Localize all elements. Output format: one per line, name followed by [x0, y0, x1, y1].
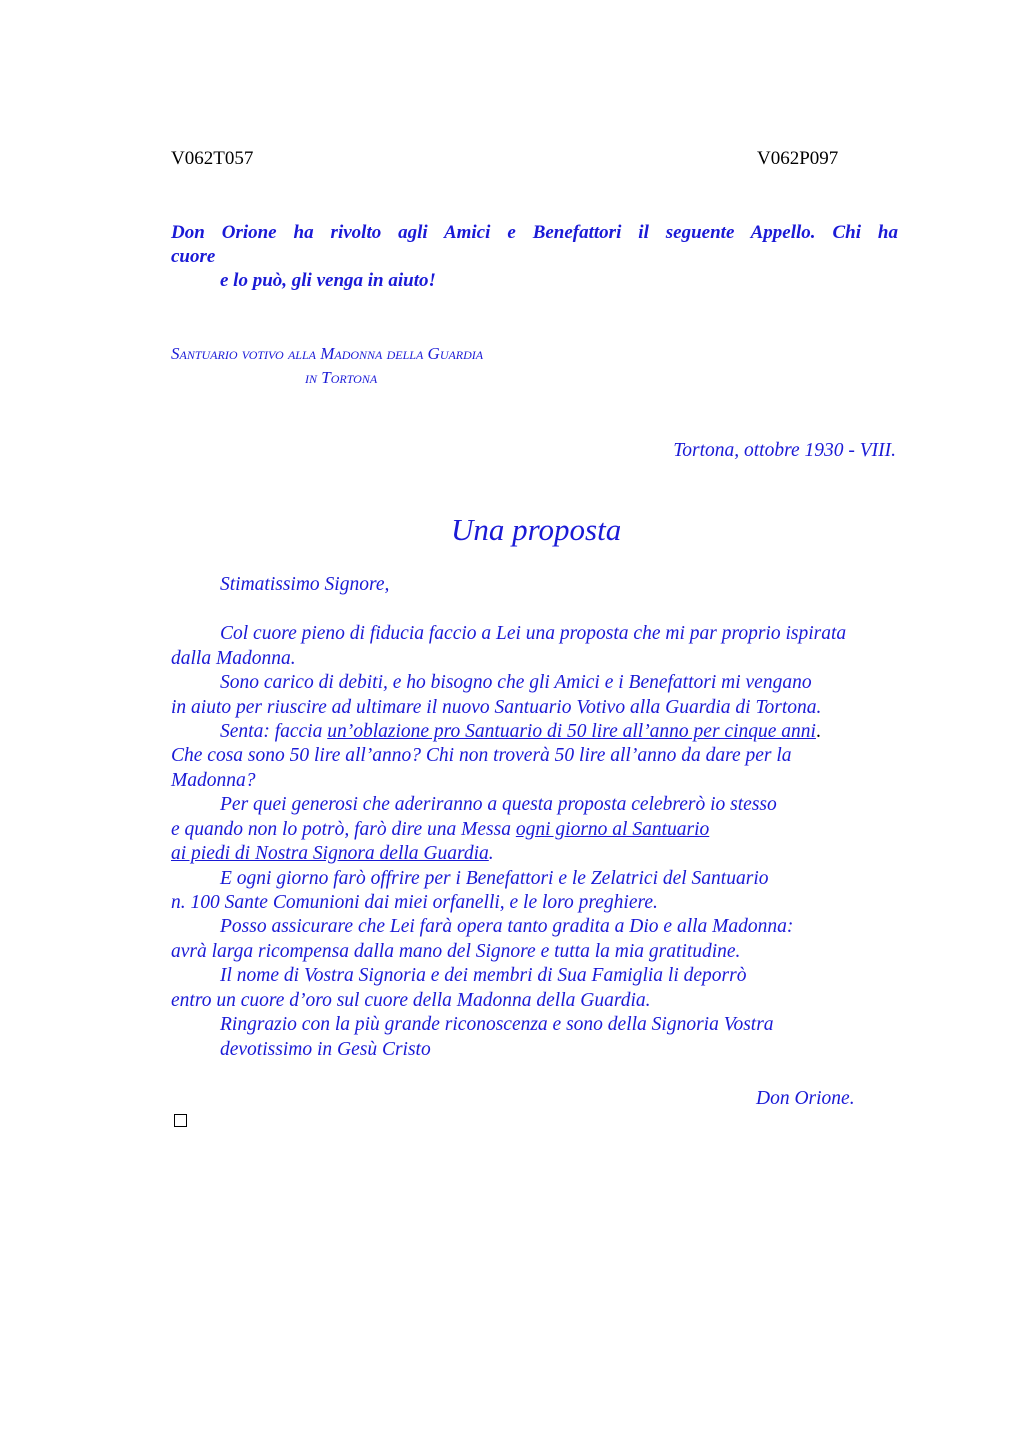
- intro-line-1: Don Orione ha rivolto agli Amici e Benefattori il seguente Appello. Chi ha: [171, 222, 898, 243]
- body-line: devotissimo in Gesù Cristo: [220, 1039, 431, 1060]
- dateline: Tortona, ottobre 1930 - VIII.: [673, 440, 896, 461]
- underlined-location: ai piedi di Nostra Signora della Guardia: [171, 843, 489, 864]
- body-line-underlined: [220, 721, 821, 743]
- body-line: entro un cuore d’oro sul cuore della Madonna della Guardia.: [171, 990, 651, 1011]
- body-text: .: [488, 843, 494, 864]
- document-code-left: V062T057: [171, 148, 254, 169]
- body-line-underlined: [171, 819, 709, 841]
- body-line: dalla Madonna.: [171, 648, 296, 669]
- body-line: E ogni giorno farò offrire per i Benefattori e le Zelatrici del Santuario: [220, 868, 769, 889]
- salutation: Stimatissimo Signore,: [220, 574, 390, 595]
- body-line: Posso assicurare che Lei farà opera tanto gradita a Dio e alla Madonna:: [220, 916, 794, 937]
- body-line-underlined: [171, 843, 494, 865]
- sanctuary-heading: Santuario votivo alla Madonna della Guardia: [171, 344, 484, 363]
- body-line: avrà larga ricompensa dalla mano del Signore e tutta la mia gratitudine.: [171, 941, 741, 962]
- intro-line-3: e lo può, gli venga in aiuto!: [220, 270, 436, 291]
- body-line: Che cosa sono 50 lire all’anno? Chi non troverà 50 lire all’anno da dare per la: [171, 745, 792, 766]
- body-line: Ringrazio con la più grande riconoscenza e sono della Signoria Vostra: [220, 1014, 774, 1035]
- end-marker-box-icon: [174, 1114, 187, 1127]
- signature: Don Orione.: [756, 1088, 855, 1109]
- underlined-mass: ogni giorno al Santuario: [515, 819, 710, 840]
- body-line: in aiuto per riuscire ad ultimare il nuovo Santuario Votivo alla Guardia di Tortona.: [171, 697, 822, 718]
- body-line: Per quei generosi che aderiranno a questa proposta celebrerò io stesso: [220, 794, 777, 815]
- page-title: Una proposta: [451, 512, 622, 547]
- body-text: Senta: faccia: [220, 721, 328, 742]
- document-code-right: V062P097: [757, 148, 839, 169]
- body-line: Col cuore pieno di fiducia faccio a Lei una proposta che mi par proprio ispirata: [220, 623, 847, 644]
- intro-line-2: cuore: [171, 246, 216, 267]
- body-line: Il nome di Vostra Signoria e dei membri di Sua Famiglia li deporrò: [220, 965, 747, 986]
- body-line: Sono carico di debiti, e ho bisogno che gli Amici e i Benefattori mi vengano: [220, 672, 812, 693]
- sanctuary-location: in Tortona: [305, 368, 378, 387]
- body-line: n. 100 Sante Comunioni dai miei orfanelli, e le loro preghiere.: [171, 892, 658, 913]
- underlined-offer: un’oblazione pro Santuario di 50 lire all’anno per cinque anni: [327, 721, 816, 742]
- body-text: .: [815, 721, 821, 742]
- body-line: Madonna?: [171, 770, 256, 791]
- body-text: e quando non lo potrò, farò dire una Messa: [171, 819, 516, 840]
